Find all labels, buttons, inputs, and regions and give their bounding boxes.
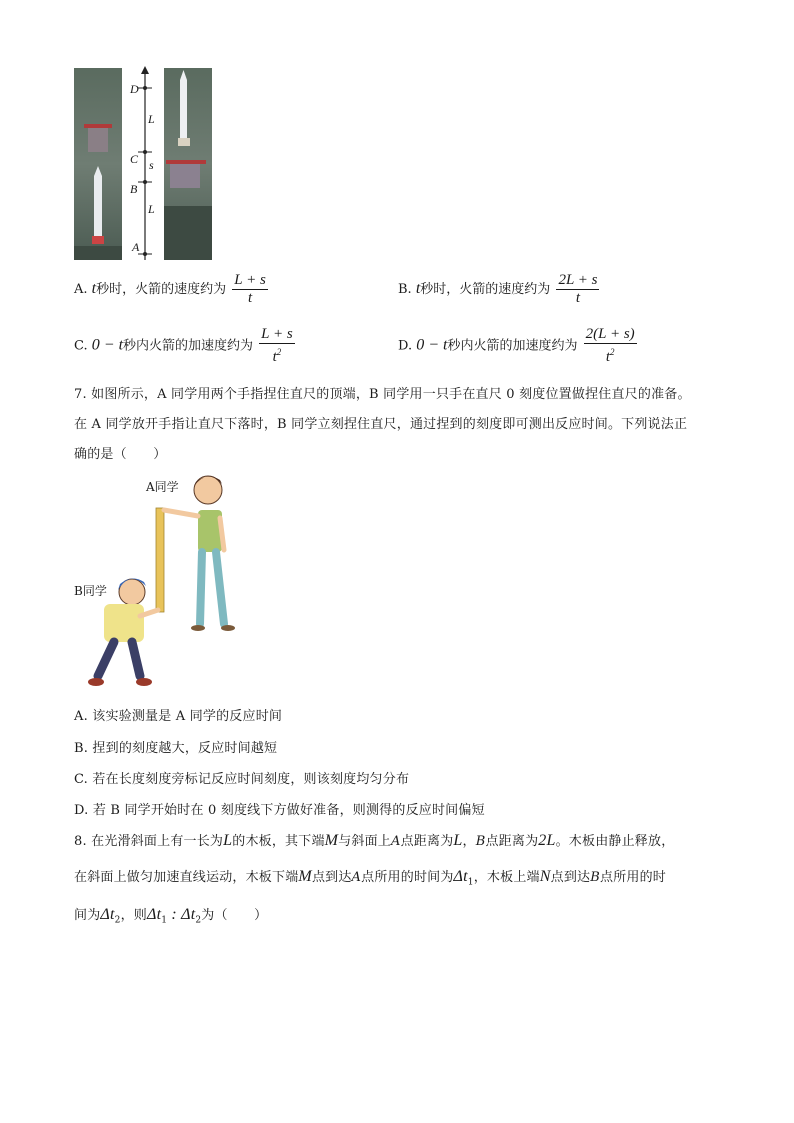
q8-stem-line2: 在斜面上做匀加速直线运动，木板下端M点到达A点所用的时间为$\Delta t_1$，木板上端N点到达B点所用的时 [74, 868, 667, 888]
label-s: s [149, 158, 154, 172]
ruler-reaction-figure [74, 470, 254, 692]
label-A: A [132, 240, 140, 254]
rocket-photo-strip [74, 66, 214, 262]
label-C: C [130, 152, 139, 166]
fraction: $\frac{2(L + s)}{t^2}$ [585, 326, 635, 365]
q8-stem-line1: 8. 在光滑斜面上有一长为L的木板，其下端M与斜面上A点距离为L，B点距离为2L。木板由静止释放， [74, 832, 675, 849]
figure-label-b: B同学 [74, 584, 107, 598]
label-B: B [130, 182, 138, 196]
q7-stem-line2: 在 A 同学放开手指让直尺下落时，B 同学立刻捏住直尺，通过捏到的刻度即可测出反应时间。下列说法正 [74, 417, 688, 432]
q7-stem-line3: 确的是（ ） [74, 447, 167, 462]
q8-stem-line3: 间为$\Delta t_2$，则$\Delta t_1$ : $\Delta t_2$为（ ） [74, 906, 268, 926]
label-L-top: L [148, 112, 155, 126]
fraction: $\frac{2L + s}{t}$ [558, 272, 598, 306]
rocket-figure [74, 66, 214, 262]
figure-label-a: A同学 [146, 480, 179, 494]
q7-option-c: C. 若在长度刻度旁标记反应时间刻度，则该刻度均匀分布 [74, 772, 410, 787]
q6-option-c: C. 0 − t秒内火箭的加速度约为 $\frac{L + s}{t^2}$ [74, 326, 293, 365]
q6-option-a: A. t秒时，火箭的速度约为 $\frac{L + s}{t}$ [74, 272, 266, 306]
fraction: $\frac{L + s}{t}$ [234, 272, 266, 306]
q7-stem-line1: 7. 如图所示，A 同学用两个手指捏住直尺的顶端，B 同学用一只手在直尺 0 刻度位置做捏住直尺的准备。 [74, 387, 691, 402]
fraction: $\frac{L + s}{t^2}$ [261, 326, 293, 365]
q6-option-d: D. 0 − t秒内火箭的加速度约为 $\frac{2(L + s)}{t^2}$ [398, 326, 635, 365]
q7-option-d: D. 若 B 同学开始时在 0 刻度线下方做好准备，则测得的反应时间偏短 [74, 803, 485, 818]
label-L-bottom: L [148, 202, 155, 216]
q7-option-a: A. 该实验测量是 A 同学的反应时间 [74, 709, 283, 724]
q7-option-b: B. 捏到的刻度越大，反应时间越短 [74, 741, 278, 756]
label-D: D [130, 82, 139, 96]
students-illustration [74, 470, 254, 692]
q6-option-b: B. t秒时，火箭的速度约为 $\frac{2L + s}{t}$ [398, 272, 598, 306]
